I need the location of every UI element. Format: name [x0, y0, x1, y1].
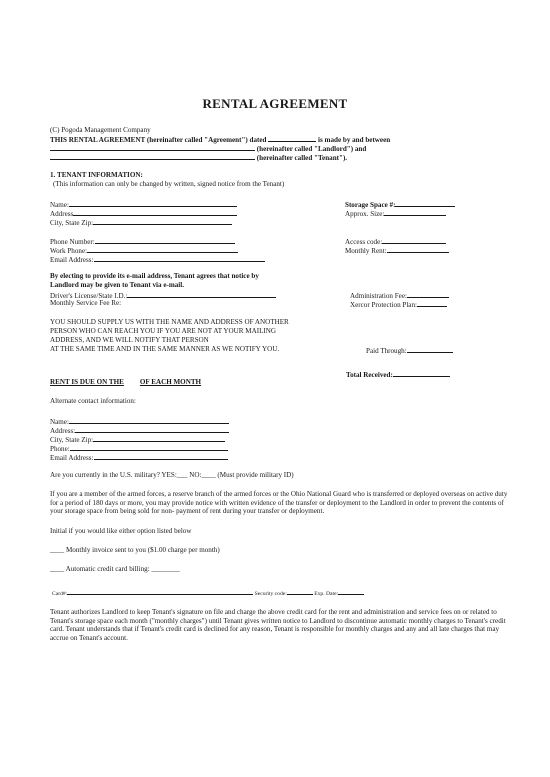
service-fee-row	[50, 299, 121, 308]
alternate-heading: Alternate contact information:	[50, 397, 136, 405]
alt-city-field[interactable]	[93, 434, 225, 442]
service-fee-label: Monthly Service Fee Re:	[50, 299, 122, 307]
intro-text-tenant: (hereinafter called "Tenant").	[256, 154, 348, 162]
rent-due-line	[50, 378, 201, 387]
tenant-city-field[interactable]	[93, 217, 232, 225]
card-label: Card#:	[52, 591, 68, 597]
military-paragraph: If you are a member of the armed forces, a reserve branch of the armed forces or the Ohio National Guard who is transferred or deployed overseas on active duty for a period of 180 days or more, you may provide notice with written evidence of the transfer or deployment to the Landlord in order to prevent the contents of your storage space from being sold for non- payment of rent during your transfer or deployment.	[50, 490, 508, 516]
exp-label: Exp. Date:	[314, 591, 339, 597]
military-question: Are you currently in the U.S. military? YES:___ NO:____ (Must provide military ID)	[50, 471, 294, 479]
total-received-field[interactable]	[393, 369, 450, 377]
paid-through-label: Paid Through:	[366, 347, 407, 355]
security-code-field[interactable]	[287, 589, 313, 595]
alt-phone-field[interactable]	[70, 443, 228, 451]
notify-line-3: ADDRESS, AND WE WILL NOTIFY THAT PERSON	[50, 336, 209, 344]
invoice-option[interactable]: ____ Monthly invoice sent to you ($1.00 charge per month)	[50, 546, 220, 554]
total-received-label: Total Received:	[346, 371, 393, 379]
paid-through-field[interactable]	[407, 345, 453, 353]
options-heading: Initial if you would like either option listed below	[50, 527, 192, 535]
section-1-heading: 1. TENANT INFORMATION:	[50, 171, 143, 179]
storage-space-field[interactable]	[395, 199, 455, 207]
alt-name-field[interactable]	[69, 416, 229, 424]
xercor-label: Xercor Protection Plan:	[350, 301, 417, 309]
tenant-phone-field[interactable]	[95, 236, 235, 244]
tenant-email-field[interactable]	[94, 254, 265, 262]
rent-due-b: OF EACH MONTH	[139, 378, 202, 386]
date-field[interactable]	[268, 134, 316, 142]
credit-card-option[interactable]: ____ Automatic credit card billing: ________	[50, 565, 180, 573]
alt-email-field[interactable]	[94, 452, 228, 460]
license-label: Driver's License/State I.D.:	[50, 292, 128, 300]
tenant-email-row	[50, 254, 265, 265]
intro-text-b: is made by and between	[318, 136, 391, 144]
tenant-email-label: Email Address:	[50, 256, 94, 264]
intro-text-a: THIS RENTAL AGREEMENT (hereinafter called "Agreement") dated	[50, 136, 267, 144]
security-label: Security code:	[254, 591, 287, 597]
exp-date-field[interactable]	[338, 589, 364, 595]
monthly-rent-field[interactable]	[387, 245, 449, 253]
card-number-field[interactable]	[67, 589, 253, 595]
tenant-work-phone-label: Work Phone:	[50, 247, 88, 255]
landlord-field[interactable]	[50, 143, 255, 151]
section-1-note: (This information can only be changed by written, signed notice from the Tenant)	[53, 180, 285, 188]
storage-space-label: Storage Space #:	[345, 201, 396, 209]
total-received-row	[346, 369, 450, 380]
alt-email-label: Email Address:	[50, 454, 94, 462]
alt-name-label: Name:	[50, 418, 69, 426]
rent-due-a: RENT IS DUE ON THE	[50, 378, 124, 386]
monthly-rent-row	[345, 245, 449, 256]
notify-line-1: YOU SHOULD SUPPLY US WITH THE NAME AND ADDRESS OF ANOTHER	[50, 318, 289, 326]
intro-line-3	[50, 152, 347, 163]
notify-line-4: AT THE SAME TIME AND IN THE SAME MANNER AS WE NOTIFY YOU.	[50, 345, 280, 353]
admin-fee-label: Administration Fee:	[350, 292, 407, 300]
tenant-name-label: Name:	[50, 201, 69, 209]
tenant-field[interactable]	[50, 152, 255, 160]
approx-size-row	[345, 208, 446, 219]
access-code-field[interactable]	[382, 236, 446, 244]
paid-through-row	[366, 345, 453, 356]
alt-phone-label: Phone:	[50, 445, 70, 453]
copyright-line: (C) Pogoda Management Company	[50, 126, 151, 134]
tenant-work-phone-field[interactable]	[87, 245, 238, 253]
tenant-address-field[interactable]	[73, 208, 237, 216]
approx-size-field[interactable]	[384, 208, 446, 216]
authorization-paragraph: Tenant authorizes Landlord to keep Tenant's signature on file and charge the above credit card for the rent and administration and service fees on or related to Tenant's storage space each month ("monthly charges") until Tenant gives written notice to Landlord to discontinue automatic monthly charges to Tenant's credit card. Tenant understands that if Tenant's credit card is declined for any reason, Tenant is responsible for monthly charges and any and all late charges that may accrue on Tenant's account.	[50, 608, 506, 643]
tenant-address-label: Address	[50, 210, 74, 218]
tenant-city-label: City, State Zip:	[50, 219, 94, 227]
alt-address-label: Address:	[50, 427, 76, 435]
tenant-name-field[interactable]	[69, 199, 237, 207]
xercor-row	[350, 299, 447, 310]
access-code-label: Access code:	[345, 238, 383, 246]
email-notice-line-2: Landlord may be given to Tenant via e-mail.	[50, 281, 185, 289]
card-info-row	[52, 589, 364, 599]
tenant-phone-label: Phone Number:	[50, 238, 95, 246]
approx-size-label: Approx. Size:	[345, 210, 385, 218]
admin-fee-field[interactable]	[407, 290, 449, 298]
intro-text-landlord: (hereinafter called "Landlord") and	[256, 145, 367, 153]
page-title: RENTAL AGREEMENT	[202, 96, 348, 111]
alt-address-field[interactable]	[75, 425, 229, 433]
monthly-rent-label: Monthly Rent:	[345, 247, 387, 255]
license-field[interactable]	[127, 290, 276, 298]
alt-city-label: City, State Zip:	[50, 436, 94, 444]
tenant-city-row	[50, 217, 232, 228]
alt-email-row	[50, 452, 228, 463]
email-notice-line-1: By electing to provide its e-mail address, Tenant agrees that notice by	[50, 272, 259, 280]
xercor-field[interactable]	[417, 299, 447, 307]
notify-line-2: PERSON WHO CAN REACH YOU IF YOU ARE NOT AT YOUR MAILING	[50, 327, 277, 335]
